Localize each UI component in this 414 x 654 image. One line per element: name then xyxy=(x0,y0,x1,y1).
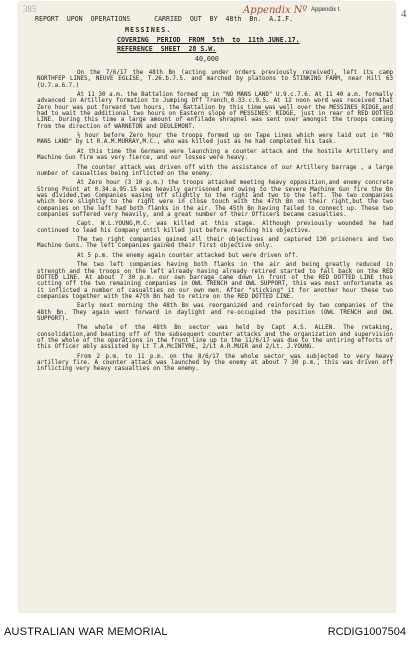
report-title: REPORT UPON OPERATIONS CARRIED OUT BY 48th Bn. A.I.F. xyxy=(35,15,294,23)
appendix-handwritten-annotation: Appendix Nº xyxy=(243,5,308,16)
paragraph: The whole of the 48th Bn sector was held by Capt A.S. ALLEN. The retaking, consolidation,and beating off of the subsequent counter attacks and the organization and supervision of the whole of the operations in the front line up to the 11/6/17 was due to the untiring efforts of this Officer ably assisted by Lt T.A.McINTYRE, 2/Lt A.R.MUIR and 2/Lt. J.YOUNG. xyxy=(37,325,393,351)
paragraph: At this time the Germans were launching a counter attack and the hostile Artillery and Machine Gun fire was very fierce, and our losses were heavy. xyxy=(37,148,393,162)
report-scale: 40,000 xyxy=(195,55,219,63)
page-number: 4 xyxy=(401,8,407,20)
paragraph: ½ hour before Zero hour the troops formed up on Tape Lines which were laid out in "NO MANS LAND" by Lt R.A.M.MURRAY,M.C., who was killed just as he had completed his task. xyxy=(37,133,393,146)
archive-footer xyxy=(0,614,414,654)
paragraph: At Zero hour (3 10 p.m.) the troops attacked meeting heavy opposition,and enemy concrete Strong Point at 0.34.a.95.15 was heavily garrisoned and owing to the severe Machine Gun fire the Bn was divided,two Companies easing off slightly to the right and two to the left. The two companies which bore slightly to the right were in close touch with the 47th Bn on their right,but the two companies on the left had both flanks in the air. The 45th Bn having failed to connect up. These two companies suffered very heavily, and a great number of their Officers became casualties. xyxy=(37,180,393,218)
paragraph: At 11 30 a.m. the Battalion formed up in "NO MANS LAND" U.9.c.7.6. At 11 40 a.m. formally advanced in Artillery formation to Jumping Off Trench,0.33.c.9.5. At 12 noon word was received that Zero hour was put forward two hours, the Battalion by this time was well over the MESSINES RIDGE,and had to wait the additional two hours on Eastern slope of MESSINES' RIDGE, just in rear of RED DOTTED LINE. During this time a large amount of enfilade shrapnel was sent over amongst the troops coming from the direction of WARNETON and DEULEMONT. xyxy=(37,92,393,130)
paragraph: From 2 p.m. to 11 p.m. on the 8/6/17 the whole sector was subjected to very heavy artillery fire. A counter attack was launched by the enemy at about 7 30 p.m., this was driven off inflicting very heavy casualties on the enemy. xyxy=(37,353,393,373)
institution-name: AUSTRALIAN WAR MEMORIAL xyxy=(4,626,168,638)
report-period: COVERING PERIOD FROM 5th to 11th JUNE.17. xyxy=(117,36,300,44)
paragraph: At 5 p.m. the enemy again counter attacked but were driven off. xyxy=(77,252,299,259)
paragraph: The two right companies gained all their objectives and captured 130 prisoners and two Machine Guns. The left Companies gained their first objective only. xyxy=(37,237,393,250)
paragraph: Early next morning the 48th Bn was reorganized and reinforced by two companies of the 48th Bn. They again went forward in daylight and re-occupied the position (OWL TRENCH and OWL SUPPORT). xyxy=(37,303,393,322)
report-body xyxy=(37,70,393,376)
paragraph: On the 7/6/17 the 48th Bn (acting under orders previously received), left its camp NORTHFEP LINES, NEUVE EGLISE, T.26.b.7.5. and marched by platoons to STINKING FARM, near Hill 63 (U.7.a.6.7.) xyxy=(37,70,393,89)
corner-mark: 385 xyxy=(23,4,37,14)
record-id: RCDIG1007504 xyxy=(327,626,406,638)
appendix-typed-label: Appendix I. xyxy=(311,7,342,13)
report-subject: MESSINES. xyxy=(125,26,172,34)
report-reference: REFERENCE SHEET 28 S.W. xyxy=(117,45,217,53)
document-page xyxy=(19,2,407,612)
paragraph: The counter attack was driven off with the assistance of our Artillery barrage , a large number of casualties being inflicted on the enemy. xyxy=(37,164,393,177)
paragraph: Capt. W.L.YOUNG,M.C. was killed at this stage. Although previously wounded he had continued to lead his Company until killed just before reaching his objective. xyxy=(37,221,393,234)
paragraph: The two left companies having both flanks in the air and being greatly reduced in strength and the troops on the left already having already retired started to fall back on the RED DOTTED LINE. At about 7 30 p.m. our own barrage came down in front of the RED DOTTED LINE thus cutting off the two remaining companies in OWL TRENCH and OWL SUPPORT, this was most unfortunate as it inflicted a number of casualties on our own men. After "sticking" it for another hour these two companies together with the 47th Bn had to retire on the RED DOTTED LINE. xyxy=(37,262,393,300)
